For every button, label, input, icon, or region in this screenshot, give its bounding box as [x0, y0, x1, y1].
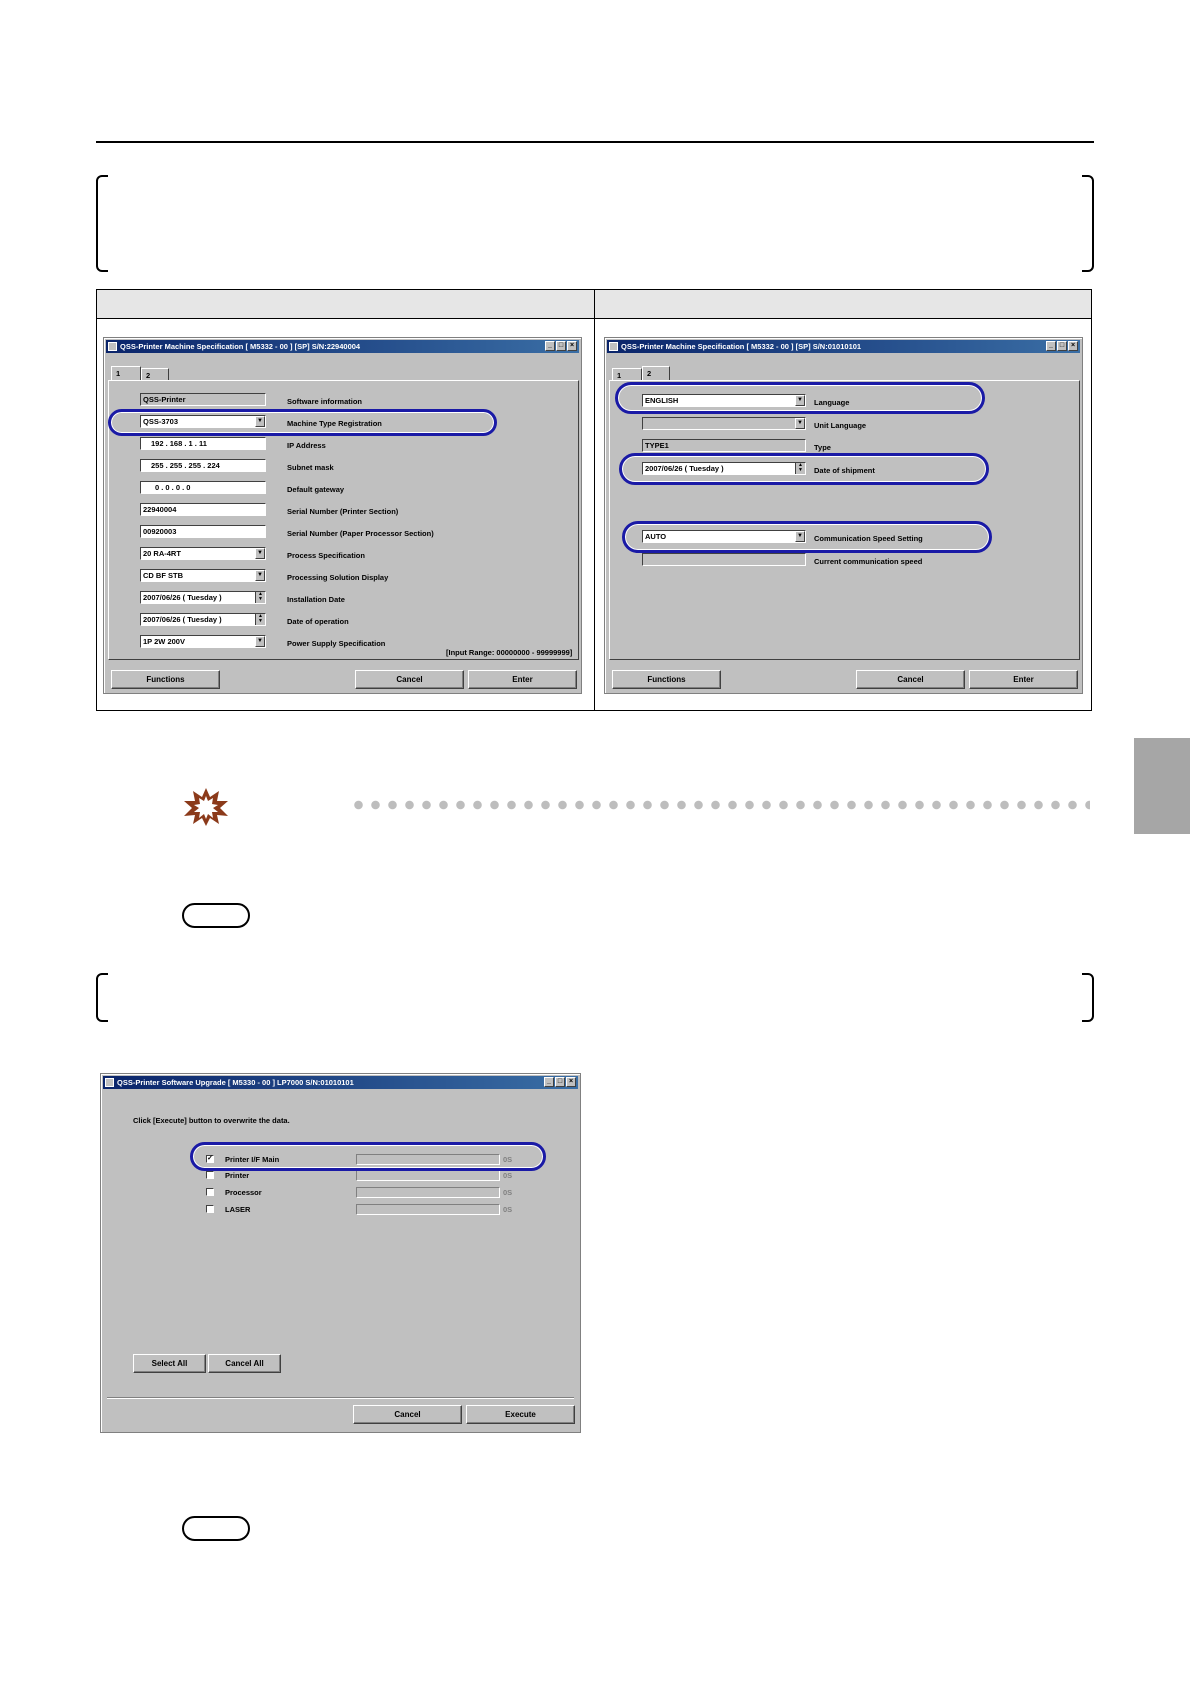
- item-label: LASER: [225, 1205, 251, 1214]
- serial-processor-field[interactable]: 00920003: [140, 525, 266, 538]
- item-checkbox[interactable]: [206, 1205, 214, 1213]
- functions-button[interactable]: Functions: [612, 670, 721, 689]
- enter-button[interactable]: Enter: [969, 670, 1078, 689]
- comm-speed-select[interactable]: AUTO ▼: [642, 530, 806, 543]
- instruction-text: Click [Execute] button to overwrite the data.: [133, 1116, 290, 1125]
- software-info-label: Software information: [287, 397, 363, 406]
- chevron-down-icon[interactable]: ▼: [795, 418, 805, 429]
- window-title: QSS-Printer Machine Specification [ M5332 - 00 ] [SP] S/N:22940004: [120, 342, 361, 351]
- chevron-down-icon[interactable]: ▼: [255, 416, 265, 427]
- subnet-mask-label: Subnet mask: [287, 463, 334, 472]
- power-supply-select[interactable]: 1P 2W 200V ▼: [140, 635, 266, 648]
- chevron-down-icon[interactable]: ▼: [795, 395, 805, 406]
- item-label: Printer I/F Main: [225, 1155, 280, 1164]
- power-supply-label: Power Supply Specification: [287, 639, 386, 648]
- window-title: QSS-Printer Machine Specification [ M5332 - 00 ] [SP] S/N:01010101: [621, 342, 862, 351]
- section-box-top: [96, 175, 1094, 272]
- app-icon: [609, 342, 618, 351]
- ip-address-field[interactable]: 192 . 168 . 1 . 11: [140, 437, 266, 450]
- select-all-button[interactable]: Select All: [133, 1354, 206, 1373]
- language-label: Language: [814, 398, 850, 407]
- spinner-icon[interactable]: ▲ ▼: [255, 614, 265, 625]
- close-icon[interactable]: ×: [1068, 341, 1078, 351]
- operation-date-field[interactable]: 2007/06/26 ( Tuesday ) ▲ ▼: [140, 613, 266, 626]
- type-field: TYPE1: [642, 439, 806, 452]
- solution-display-label: Processing Solution Display: [287, 573, 389, 582]
- tab-1[interactable]: 1: [111, 366, 141, 381]
- tab-2[interactable]: 2: [642, 366, 670, 381]
- maximize-icon[interactable]: □: [1057, 341, 1067, 351]
- serial-printer-field[interactable]: 22940004: [140, 503, 266, 516]
- shipment-date-label: Date of shipment: [814, 466, 875, 475]
- cancel-button[interactable]: Cancel: [355, 670, 464, 689]
- minimize-icon[interactable]: _: [544, 1077, 554, 1087]
- type-label: Type: [814, 443, 831, 452]
- item-version-field: [356, 1204, 500, 1215]
- highlight-comm-speed: [622, 521, 992, 553]
- highlight-machine-type: [108, 409, 497, 436]
- item-version-field: [356, 1170, 500, 1181]
- machine-type-label: Machine Type Registration: [287, 419, 382, 428]
- software-upgrade-dialog: [100, 1073, 581, 1433]
- item-status: 0S: [503, 1205, 513, 1214]
- machine-spec-dialog-tab2: [604, 337, 1083, 694]
- unit-language-label: Unit Language: [814, 421, 867, 430]
- chapter-side-tab: [1134, 738, 1190, 834]
- app-icon: [108, 342, 117, 351]
- highlight-language: [615, 382, 985, 414]
- title-bar: [607, 340, 1080, 353]
- app-icon: [105, 1078, 114, 1087]
- caution-burst-icon: [182, 786, 230, 826]
- process-spec-select[interactable]: 20 RA-4RT ▼: [140, 547, 266, 560]
- functions-button[interactable]: Functions: [111, 670, 220, 689]
- solution-display-select[interactable]: CD BF STB ▼: [140, 569, 266, 582]
- chevron-down-icon[interactable]: ▼: [795, 531, 805, 542]
- title-bar: [103, 1076, 578, 1089]
- highlight-printer-if-main: [190, 1142, 546, 1171]
- unit-language-select[interactable]: [642, 417, 806, 430]
- header-rule: [96, 141, 1094, 143]
- spinner-icon[interactable]: ▲ ▼: [255, 592, 265, 603]
- item-checkbox[interactable]: [206, 1188, 214, 1196]
- serial-processor-label: Serial Number (Paper Processor Section): [287, 529, 434, 538]
- maximize-icon[interactable]: □: [555, 1077, 565, 1087]
- subnet-mask-field[interactable]: 255 . 255 . 255 . 224: [140, 459, 266, 472]
- item-label: Printer: [225, 1171, 250, 1180]
- ip-address-label: IP Address: [287, 441, 326, 450]
- maximize-icon[interactable]: □: [556, 341, 566, 351]
- minimize-icon[interactable]: _: [545, 341, 555, 351]
- installation-date-field[interactable]: 2007/06/26 ( Tuesday ) ▲ ▼: [140, 591, 266, 604]
- window-title: QSS-Printer Software Upgrade [ M5330 - 00 ] LP7000 S/N:01010101: [117, 1078, 354, 1087]
- spinner-icon[interactable]: ▲ ▼: [795, 463, 805, 474]
- serial-printer-label: Serial Number (Printer Section): [287, 507, 399, 516]
- default-gateway-label: Default gateway: [287, 485, 345, 494]
- note-pill-marker: [182, 1516, 250, 1541]
- footer-divider: [107, 1397, 574, 1399]
- item-checkbox[interactable]: [206, 1171, 214, 1179]
- cancel-button[interactable]: Cancel: [856, 670, 965, 689]
- cancel-all-button[interactable]: Cancel All: [208, 1354, 281, 1373]
- input-range-text: [Input Range: 00000000 - 99999999]: [446, 648, 573, 657]
- machine-type-select[interactable]: QSS-3703 ▼: [140, 415, 266, 428]
- language-select[interactable]: ENGLISH ▼: [642, 394, 806, 407]
- cancel-button[interactable]: Cancel: [353, 1405, 462, 1424]
- minimize-icon[interactable]: _: [1046, 341, 1056, 351]
- item-status: 0S: [503, 1155, 513, 1164]
- chevron-down-icon[interactable]: ▼: [255, 548, 265, 559]
- chevron-down-icon[interactable]: ▼: [255, 636, 265, 647]
- table-divider: [594, 290, 595, 710]
- default-gateway-field[interactable]: 0 . 0 . 0 . 0: [140, 481, 266, 494]
- item-label: Processor: [225, 1188, 262, 1197]
- current-speed-label: Current communication speed: [814, 557, 923, 566]
- execute-button[interactable]: Execute: [466, 1405, 575, 1424]
- item-status: 0S: [503, 1188, 513, 1197]
- item-checkbox[interactable]: ✓: [207, 1155, 213, 1162]
- section-box-bottom: [96, 973, 1094, 1022]
- chevron-down-icon[interactable]: ▼: [255, 570, 265, 581]
- shipment-date-field[interactable]: 2007/06/26 ( Tuesday ) ▲ ▼: [642, 462, 806, 475]
- enter-button[interactable]: Enter: [468, 670, 577, 689]
- close-icon[interactable]: ×: [567, 341, 577, 351]
- highlight-shipment-date: [619, 453, 989, 485]
- dotted-separator: [350, 800, 1090, 810]
- note-pill-marker: [182, 903, 250, 928]
- close-icon[interactable]: ×: [566, 1077, 576, 1087]
- software-info-field: QSS-Printer: [140, 393, 266, 406]
- current-speed-field: [642, 553, 806, 566]
- title-bar: [106, 340, 579, 353]
- item-version-field: [356, 1187, 500, 1198]
- machine-spec-dialog-tab1: [103, 337, 582, 694]
- item-status: 0S: [503, 1171, 513, 1180]
- installation-date-label: Installation Date: [287, 595, 345, 604]
- tab-2[interactable]: 2: [141, 368, 169, 381]
- process-spec-label: Process Specification: [287, 551, 365, 560]
- comm-speed-label: Communication Speed Setting: [814, 534, 923, 543]
- tab-1[interactable]: 1: [612, 368, 642, 381]
- operation-date-label: Date of operation: [287, 617, 349, 626]
